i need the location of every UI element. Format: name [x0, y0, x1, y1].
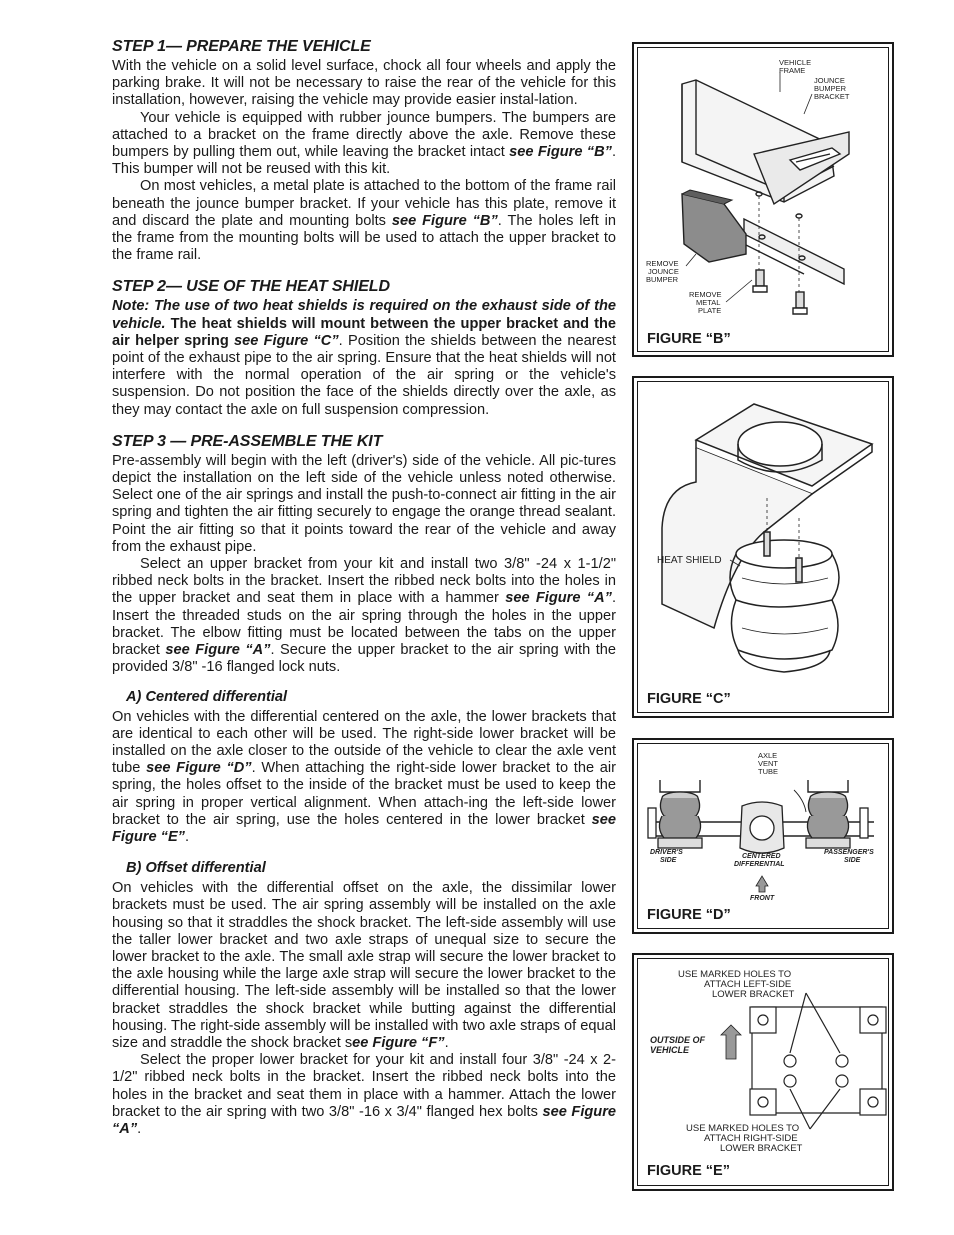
figure-e-panel — [632, 953, 894, 1191]
front-arrow-icon — [756, 876, 768, 892]
svg-text:BRACKET: BRACKET — [814, 92, 850, 101]
subheading-centered-differential: A) Centered differential — [126, 688, 288, 705]
jounce-bumper-shape — [682, 194, 746, 262]
remove-jounce-bumper-callout: REMOVE — [646, 259, 679, 268]
figure-d-label: FIGURE “D” — [647, 907, 731, 923]
left-side-holes-callout: USE MARKED HOLES TO — [678, 969, 792, 980]
heat-shield-callout: HEAT SHIELD — [657, 555, 722, 566]
step3-paragraph-1: Pre-assembly will begin with the left (driver's) side of the vehicle. All pic-tures depict the installation on the left side of the vehicle unless noted otherwise. Select one of the air springs and install the push-to-connect air fitting in the air spring and tighten the air fitting securely to engage the orange thread sealant. Point the air fitting so that it points toward the rear of the vehicle and away from the exhaust pipe. — [112, 452, 616, 555]
svg-text:VENT: VENT — [758, 759, 779, 768]
step1-paragraph-1: With the vehicle on a solid level surface, chock all four wheels and apply the parking brake. It will not be necessary to raise the rear of the vehicle for this installation, however, raising the vehicle may provide easier instal-lation. — [112, 58, 616, 109]
subheading-offset-differential: B) Offset differential — [126, 860, 266, 877]
svg-text:SIDE: SIDE — [660, 857, 677, 864]
outside-of-vehicle-label: OUTSIDE OF — [650, 1035, 706, 1045]
step2-heading: STEP 2— USE OF THE HEAT SHIELD — [112, 278, 390, 296]
step3-paragraph-2: Select an upper bracket from your kit and install two 3/8" -24 x 1-1/2" ribbed neck bolts in the bracket. Insert the ribbed neck bolts into the holes in the upper bracket and seat them in place with a hammer see Figure “A”. Insert the threaded studs on the air spring through the holes in the upper bracket. The elbow fitting must be located between the tabs on the upper bracket see Figure “A”. Secure the upper bracket to the air spring with the provided 3/8" -16 flanged lock nuts. — [112, 556, 616, 676]
passengers-side-label: PASSENGER'S — [824, 849, 874, 856]
step1-heading: STEP 1— PREPARE THE VEHICLE — [112, 38, 371, 55]
outside-arrow-icon — [721, 1025, 741, 1059]
figure-a-reference: see Figure “A” — [505, 590, 612, 607]
figure-e-label: FIGURE “E” — [647, 1163, 730, 1179]
figure-b-reference: see Figure “B” — [509, 144, 612, 161]
svg-text:VEHICLE: VEHICLE — [650, 1045, 690, 1055]
heat-shield-illustration — [634, 378, 892, 716]
figure-c-reference: see Figure “C” — [234, 332, 339, 349]
figure-f-reference: ee Figure “F” — [352, 1034, 445, 1051]
figure-b-label: FIGURE “B” — [647, 331, 731, 347]
svg-text:JOUNCE: JOUNCE — [648, 267, 679, 276]
step1-paragraph-2: Your vehicle is equipped with rubber jounce bumpers. The bumpers are attached to a bracket on the frame directly above the axle. Remove these bumpers by pulling them out, while leaving the bracket intact see Figure “B”. This bumper will not be reused with this kit. — [112, 109, 617, 178]
svg-text:SIDE: SIDE — [844, 857, 861, 864]
instructions-column — [112, 38, 616, 1138]
lower-bracket-holes-illustration — [634, 955, 892, 1189]
figure-b-reference: see Figure “B” — [391, 212, 498, 229]
figure-d-reference: see Figure “D” — [146, 760, 252, 777]
svg-text:METAL: METAL — [696, 298, 721, 307]
vehicle-frame-callout: VEHICLE — [779, 58, 812, 67]
axle-vent-tube-callout: AXLE — [758, 751, 778, 760]
figure-d-panel — [632, 738, 894, 934]
step3-heading: STEP 3 — PRE-ASSEMBLE THE KIT — [112, 432, 383, 450]
svg-text:BUMPER: BUMPER — [646, 275, 679, 284]
svg-text:DIFFERENTIAL: DIFFERENTIAL — [734, 861, 785, 868]
svg-text:PLATE: PLATE — [698, 306, 722, 315]
svg-text:ATTACH RIGHT-SIDE: ATTACH RIGHT-SIDE — [704, 1133, 798, 1144]
figure-a-reference: see Figure “A” — [165, 642, 271, 659]
front-label: FRONT — [750, 895, 775, 902]
offset-differential-paragraph-2: Select the proper lower bracket for your kit and install four 3/8" -24 x 2-1/2" ribbed neck bolts in the bracket. Insert the ribbed neck bolts into the holes in the bracket and seat them in place with a hammer. Attach the lower bracket to the air spring with two 3/8" -16 x 3/4" flanged hex bolts see Figure “A”. — [112, 1052, 616, 1137]
step1-paragraph-3: On most vehicles, a metal plate is attached to the bottom of the frame rail beneath the jounce bumper bracket. If your vehicle has this plate, remove it and discard the plate and mounting bolts see Figure “B”. The holes left in the frame from the mounting bolts will be used to attach the upper bracket to the frame rail. — [112, 178, 617, 264]
svg-text:TUBE: TUBE — [758, 767, 779, 776]
jounce-bumper-bracket-callout: JOUNCE — [814, 76, 845, 85]
axle-assembly-illustration — [634, 740, 892, 932]
svg-text:LOWER BRACKET: LOWER BRACKET — [720, 1143, 803, 1154]
centered-differential-label: CENTERED — [742, 853, 781, 860]
remove-metal-plate-callout: REMOVE — [689, 290, 722, 299]
svg-text:FRAME: FRAME — [779, 66, 806, 75]
step2-note: Note: The use of two heat shields is required on the exhaust side of the vehicle. — [112, 298, 616, 332]
step2-paragraph: Note: The use of two heat shields is required on the exhaust side of the vehicle. The heat shields will mount between the upper bracket and the air helper spring see Figure “C”. Position the shields between the nearest point of the exhaust pipe to the air spring. Ensure that the heat shields will not interfere with the normal operation of the air spring or the vehicle's suspension. Do not position the face of the shields directly over the axle, as they may contact the axle on full suspension compression. — [112, 298, 617, 418]
figure-b-panel — [632, 42, 894, 357]
frame-bracket-illustration — [634, 44, 892, 355]
svg-text:BUMPER: BUMPER — [814, 84, 847, 93]
right-side-holes-callout: USE MARKED HOLES TO — [686, 1123, 800, 1134]
figure-a-reference: see Figure “A” — [112, 1103, 616, 1137]
svg-text:ATTACH LEFT-SIDE: ATTACH LEFT-SIDE — [704, 979, 792, 990]
centered-differential-paragraph: On vehicles with the differential centered on the axle, the lower brackets that are identical to each other will be used. The right-side lower bracket will be installed on the axle closer to the outside of the vehicle to clear the axle vent tube see Figure “D”. When attaching the right-side lower bracket to the air spring, the holes offset to the inside of the bracket must be used to keep the air spring in proper vertical alignment. When attach-ing the left-side lower bracket to the air spring, use the holes centered in the lower bracket see Figure “E”. — [112, 708, 616, 845]
drivers-side-label: DRIVER'S — [650, 849, 683, 856]
svg-text:LOWER BRACKET: LOWER BRACKET — [712, 989, 795, 1000]
figure-c-panel — [632, 376, 894, 718]
figure-c-label: FIGURE “C” — [647, 691, 731, 707]
offset-differential-paragraph-1: On vehicles with the differential offset on the axle, the dissimilar lower brackets must be used. The air spring assembly will be installed on the axle housing so that it straddles the shock bracket. The left-side assembly will use the taller lower bracket and two axle straps of unequal size to secure the lower bracket to the axle. The small axle strap will secure the lower bracket to the axle housing while the large axle strap will secure the lower bracket to the differential housing. The left-side assembly will be installed so that the lower bracket straddles the shock bracket while butting against the differential housing. The right-side assembly will be installed with two axle straps of equal size and straddle the shock bracket see Figure “F”. — [112, 880, 616, 1051]
figure-e-reference: see Figure “E” — [112, 811, 616, 845]
